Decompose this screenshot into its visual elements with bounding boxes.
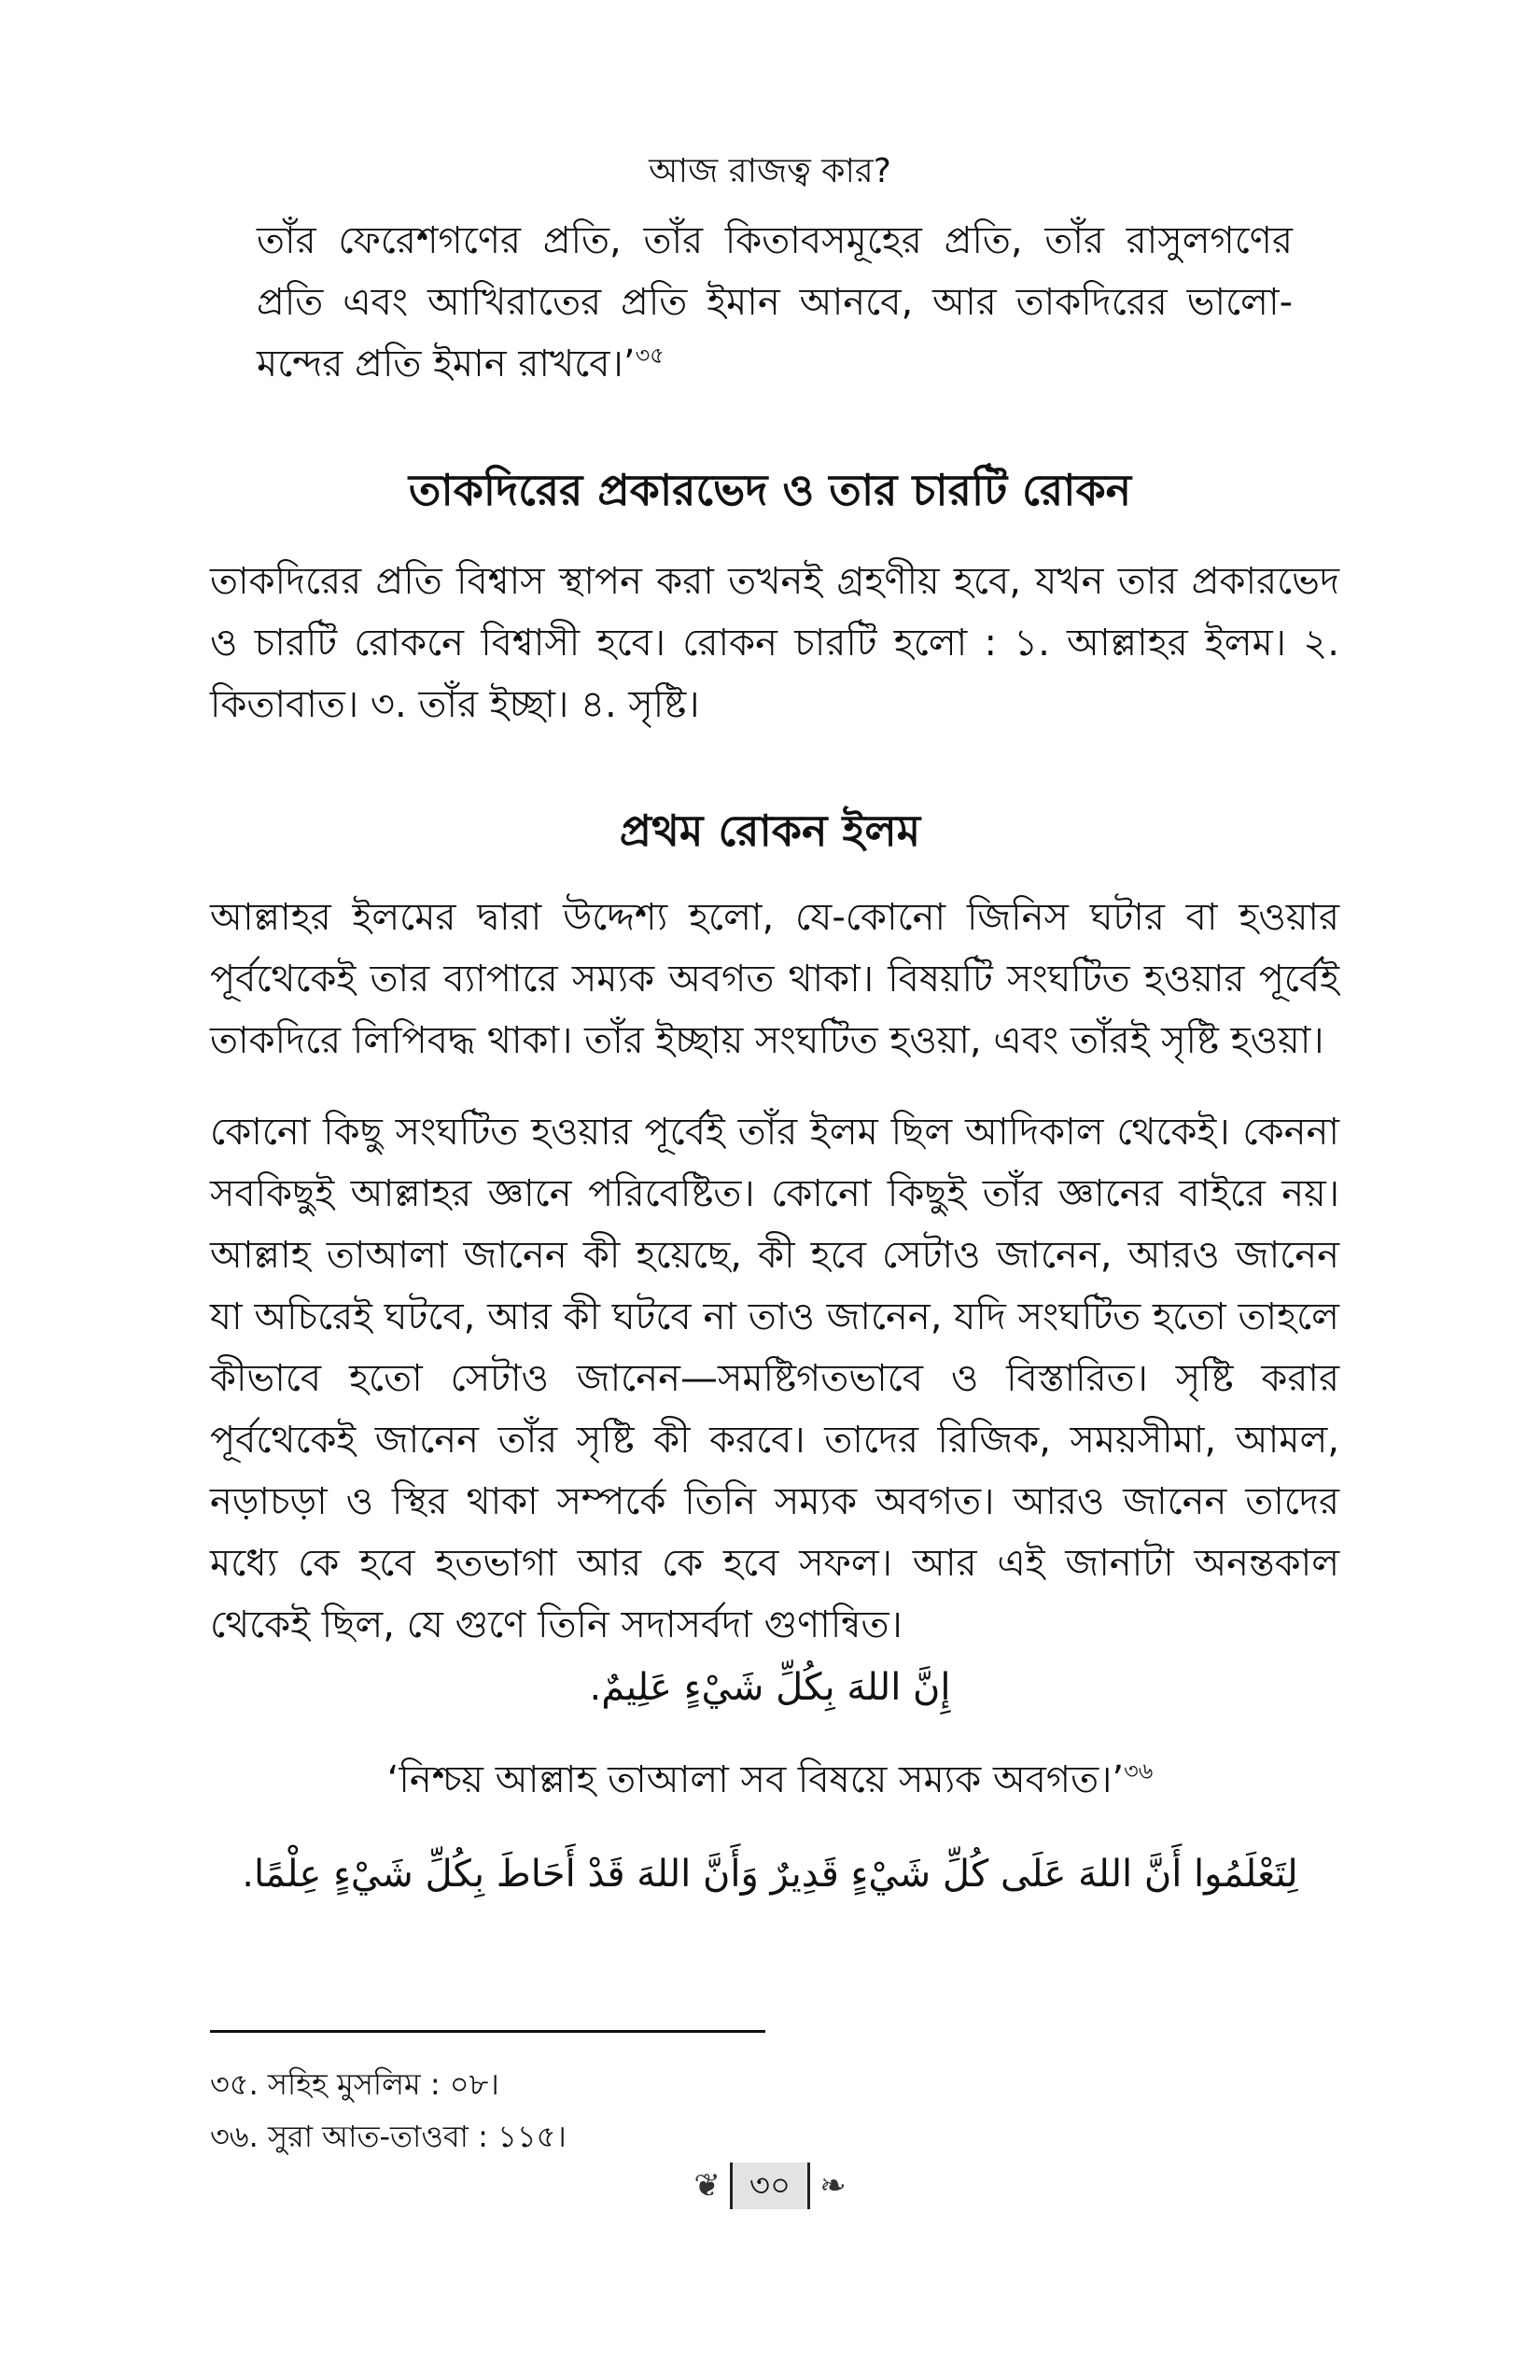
intro-paragraph-text: তাকদিরের প্রতি বিশ্বাস স্থাপন করা তখনই গ্রহণীয় হবে, যখন তার প্রকারভেদ ও চারটি রোকনে বিশ্বাসী হবে। রোকন চারটি হলো : ১. আল্লাহর ইলম। ২. কিতাবাত। ৩. তাঁর ইচ্ছা। ৪. সৃষ্টি। bbox=[210, 560, 1339, 726]
arabic-verse-1: إِنَّ اللهَ بِكُلِّ شَيْءٍ عَلِيمٌ. bbox=[589, 1666, 951, 1709]
quote-continuation bbox=[257, 210, 1293, 395]
running-head: আজ রাজত্ব কার? bbox=[649, 152, 891, 190]
footnote-divider bbox=[210, 2030, 765, 2033]
page-number: ৩০ bbox=[730, 2163, 810, 2209]
ilm-detail-paragraph bbox=[210, 1101, 1339, 1656]
footnotes bbox=[210, 2058, 567, 2163]
intro-paragraph bbox=[210, 551, 1339, 735]
arabic-verse-2: لِتَعْلَمُوا أَنَّ اللهَ عَلَى كُلِّ شَيْءٍ قَدِيرٌ وَأَنَّ اللهَ قَدْ أَحَاطَ بِكُلِّ شَيْءٍ عِلْمًا. bbox=[242, 1853, 1298, 1896]
ilm-detail-text: কোনো কিছু সংঘটিত হওয়ার পূর্বেই তাঁর ইলম ছিল আদিকাল থেকেই। কেননা সবকিছুই আল্লাহর জ্ঞানে পরিবেষ্টিত। কোনো কিছুই তাঁর জ্ঞানের বাইরে নয়। আল্লাহ তাআলা জানেন কী হয়েছে, কী হবে সেটাও জানেন, আরও জানেন যা অচিরেই ঘটবে, আর কী ঘটবে না তাও জানেন, যদি সংঘটিত হতো তাহলে কীভাবে হতো সেটাও জানেন—সমষ্টিগতভাবে ও বিস্তারিত। সৃষ্টি করার পূর্বথেকেই জানেন তাঁর সৃষ্টি কী করবে। তাদের রিজিক, সময়সীমা, আমল, নড়াচড়া ও স্থির থাকা সম্পর্কে তিনি সম্যক অবগত। আরও জানেন তাদের মধ্যে কে হবে হতভাগা আর কে হবে সফল। আর এই জানাটা অনন্তকাল থেকেই ছিল, যে গুণে তিনি সদাসর্বদা গুণান্বিত। bbox=[210, 1111, 1339, 1646]
ilm-definition-text: আল্লাহর ইলমের দ্বারা উদ্দেশ্য হলো, যে-কোনো জিনিস ঘটার বা হওয়ার পূর্বথেকেই তার ব্যাপারে সম্যক অবগত থাকা। বিষয়টি সংঘটিত হওয়ার পূর্বেই তাকদিরে লিপিবদ্ধ থাকা। তাঁর ইচ্ছায় সংঘটিত হওয়া, এবং তাঁরই সৃষ্টি হওয়া। bbox=[210, 896, 1339, 1062]
page-number-box bbox=[677, 2161, 863, 2211]
translation-text: ‘নিশ্চয় আল্লাহ তাআলা সব বিষয়ে সম্যক অবগত।’ bbox=[386, 1758, 1125, 1801]
section-heading-first-pillar: প্রথম রোকন ইলম bbox=[619, 805, 921, 856]
right-ornament-icon: ❧ bbox=[819, 2167, 847, 2205]
footnote-ref-35[interactable]: ৩৫ bbox=[635, 342, 665, 369]
left-ornament-icon: ❦ bbox=[693, 2167, 721, 2205]
footnote-35: ৩৫. সহিহ মুসলিম : ০৮। bbox=[210, 2066, 499, 2102]
footnote-36: ৩৬. সুরা আত-তাওবা : ১১৫। bbox=[210, 2119, 567, 2154]
ilm-definition-paragraph bbox=[210, 887, 1339, 1071]
section-heading-types-and-pillars: তাকদিরের প্রকারভেদ ও তার চারটি রোকন bbox=[408, 465, 1132, 515]
verse-translation-1 bbox=[0, 1750, 1540, 1813]
footnote-ref-36[interactable]: ৩৬ bbox=[1124, 1757, 1154, 1785]
quote-text: তাঁর ফেরেশগণের প্রতি, তাঁর কিতাবসমূহের প্রতি, তাঁর রাসুলগণের প্রতি এবং আখিরাতের প্রতি ইমান আনবে, আর তাকদিরের ভালো-মন্দের প্রতি ইমান রাখবে।’ bbox=[257, 219, 1293, 385]
